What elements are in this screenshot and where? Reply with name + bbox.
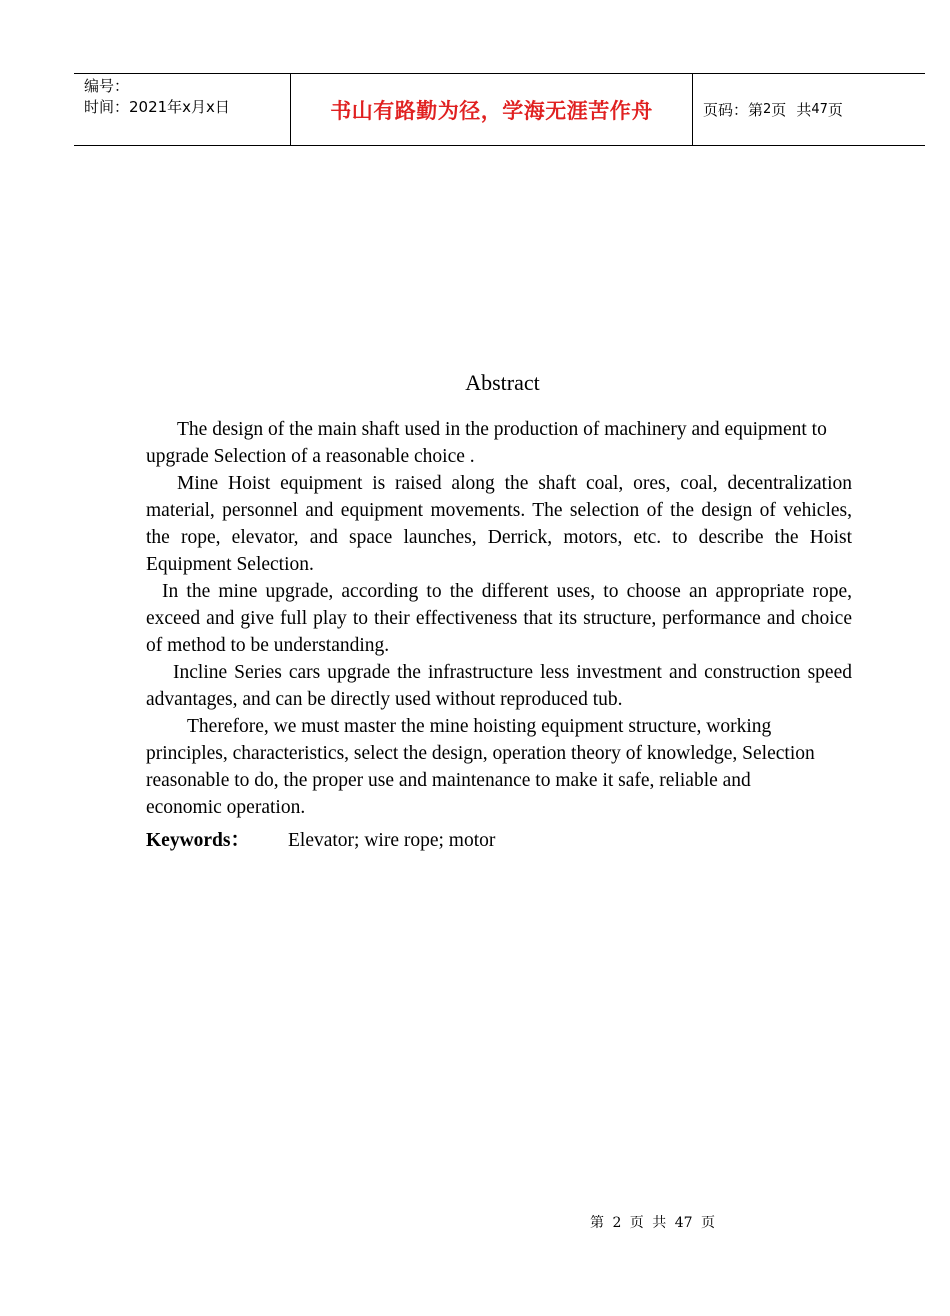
abstract-paragraph: Incline Series cars upgrade the infrastructure less investment and construction speed advantages, and can be directly used without reproduced tub. xyxy=(146,662,852,710)
abstract-paragraph: Therefore, we must master the mine hoisting equipment structure, working principles, characteristics, select the design, operation theory of knowledge, Selection reasonable to do, the proper use and maintenance to make it safe, reliable and economic operation. xyxy=(146,716,815,818)
page-header xyxy=(74,73,925,146)
abstract-paragraph: In the mine upgrade, according to the different uses, to choose an appropriate rope, exceed and give full play to their effectiveness that its structure, performance and choice of method to be understanding. xyxy=(146,581,852,656)
header-motto-cell xyxy=(291,74,693,145)
abstract-title: Abstract xyxy=(465,370,540,395)
total-prefix: 共 xyxy=(796,101,812,119)
header-page-cell xyxy=(693,74,925,145)
abstract-paragraph: Mine Hoist equipment is raised along the shaft coal, ores, coal, decentralization material, personnel and equipment movements. The selection of the design of vehicles, the rope, elevator, and space launches, Derrick, motors, etc. to describe the Hoist Equipment Selection. xyxy=(146,473,852,575)
header-meta-cell xyxy=(74,74,291,145)
keywords-line xyxy=(146,827,852,854)
header-motto: 书山有路勤为径，学海无涯苦作舟 xyxy=(330,98,653,123)
page-total: 47 xyxy=(811,102,828,117)
page-mid: 页 xyxy=(771,101,787,119)
abstract-body xyxy=(146,416,852,854)
page-footer: 第 2 页 共 47 页 xyxy=(590,1215,715,1231)
document-code-label: 编号： xyxy=(84,77,130,95)
page-prefix: 页码：第 xyxy=(703,101,764,119)
keywords-label: Keywords： xyxy=(146,830,250,851)
abstract-paragraph: The design of the main shaft used in the production of machinery and equipment to upgrade Selection of a reasonable choice . xyxy=(146,419,827,467)
total-suffix: 页 xyxy=(827,101,843,119)
keywords-value: Elevator; wire rope; motor xyxy=(288,830,496,851)
page-current: 2 xyxy=(763,102,772,117)
document-time: 时间：2021年x月x日 xyxy=(84,98,230,116)
